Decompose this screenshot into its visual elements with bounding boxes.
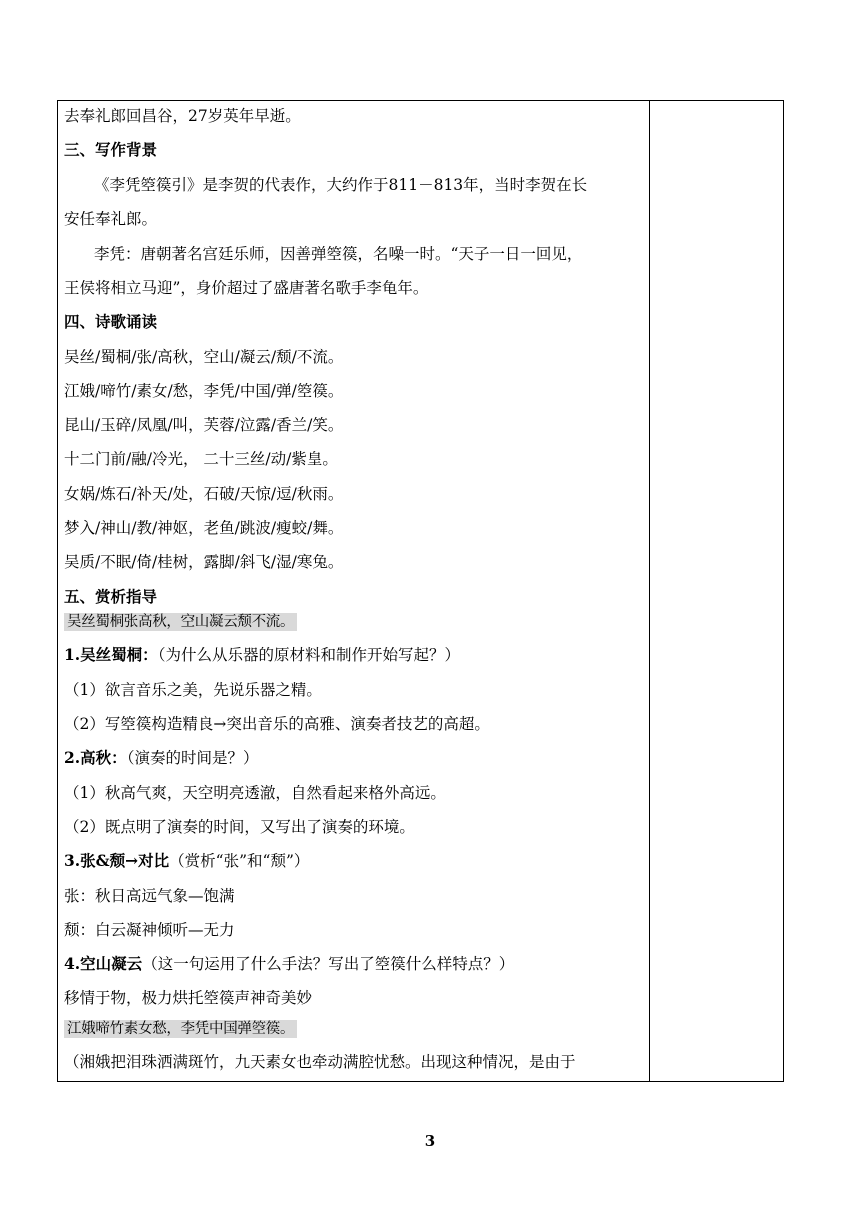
page-number: 3 — [424, 1132, 436, 1150]
poem-line: 吴质/不眠/倚/桂树，露脚/斜飞/湿/寒兔。 — [64, 553, 344, 571]
text-line: 安任奉礼郎。 — [64, 210, 158, 228]
question-text: （赏析“张”和“颓”） — [169, 852, 310, 870]
answer-line: 移情于物，极力烘托箜篌声神奇美妙 — [64, 989, 313, 1007]
poem-line: 女娲/炼石/补天/处，石破/天惊/逗/秋雨。 — [64, 485, 344, 503]
table-column-divider — [649, 100, 650, 1082]
question-keyword: 4.空山凝云 — [64, 954, 143, 973]
poem-line: 昆山/玉碎/凤凰/叫，芙蓉/泣露/香兰/笑。 — [64, 416, 344, 434]
text-line: （湘娥把泪珠洒满斑竹，九天素女也牵动满腔忧愁。出现这种情况，是由于 — [64, 1053, 576, 1071]
question-line — [64, 748, 258, 768]
answer-line: 颓：白云凝神倾听—无力 — [64, 921, 235, 939]
section-heading-background: 三、写作背景 — [64, 140, 158, 159]
answer-line: （2）既点明了演奏的时间，又写出了演奏的环境。 — [64, 818, 415, 836]
question-keyword: 2.高秋： — [64, 748, 127, 767]
section-heading-reading: 四、诗歌诵读 — [64, 312, 158, 331]
question-text: （为什么从乐器的原材料和制作开始写起？） — [157, 646, 460, 664]
answer-line: （1）欲言音乐之美，先说乐器之精。 — [64, 681, 322, 699]
poem-line: 江娥/啼竹/素女/愁，李凭/中国/弹/箜篌。 — [64, 382, 344, 400]
text-line: 去奉礼郎回昌谷，27岁英年早逝。 — [64, 107, 301, 125]
question-text: （这一句运用了什么手法？写出了箜篌什么样特点？） — [142, 955, 515, 973]
answer-line: （1）秋高气爽，天空明亮透澈，自然看起来格外高远。 — [64, 784, 446, 802]
answer-line: （2）写箜篌构造精良→突出音乐的高雅、演奏者技艺的高超。 — [64, 715, 490, 733]
poem-line: 吴丝/蜀桐/张/高秋，空山/凝云/颓/不流。 — [64, 348, 344, 366]
quoted-verse: 江娥啼竹素女愁，李凭中国弹箜篌。 — [64, 1020, 297, 1038]
text-line: 李凭：唐朝著名宫廷乐师，因善弹箜篌，名噪一时。“天子一日一回见， — [94, 245, 583, 263]
question-keyword: 3.张&颓→对比 — [64, 851, 170, 870]
text-line: 王侯将相立马迎”，身价超过了盛唐著名歌手李龟年。 — [64, 279, 429, 297]
question-keyword: 1.吴丝蜀桐： — [64, 645, 158, 664]
quoted-verse: 吴丝蜀桐张高秋，空山凝云颓不流。 — [64, 613, 297, 631]
question-line — [64, 851, 309, 871]
question-text: （演奏的时间是？） — [126, 749, 259, 767]
poem-line: 十二门前/融/冷光， 二十三丝/动/紫皇。 — [64, 450, 338, 468]
question-line — [64, 954, 514, 974]
answer-line: 张：秋日高远气象—饱满 — [64, 887, 235, 905]
poem-line: 梦入/神山/教/神妪，老鱼/跳波/瘦蛟/舞。 — [64, 519, 344, 537]
section-heading-appreciation: 五、赏析指导 — [64, 587, 158, 606]
question-line — [64, 645, 460, 665]
text-line: 《李凭箜篌引》是李贺的代表作，大约作于811－813年，当时李贺在长 — [94, 176, 588, 194]
